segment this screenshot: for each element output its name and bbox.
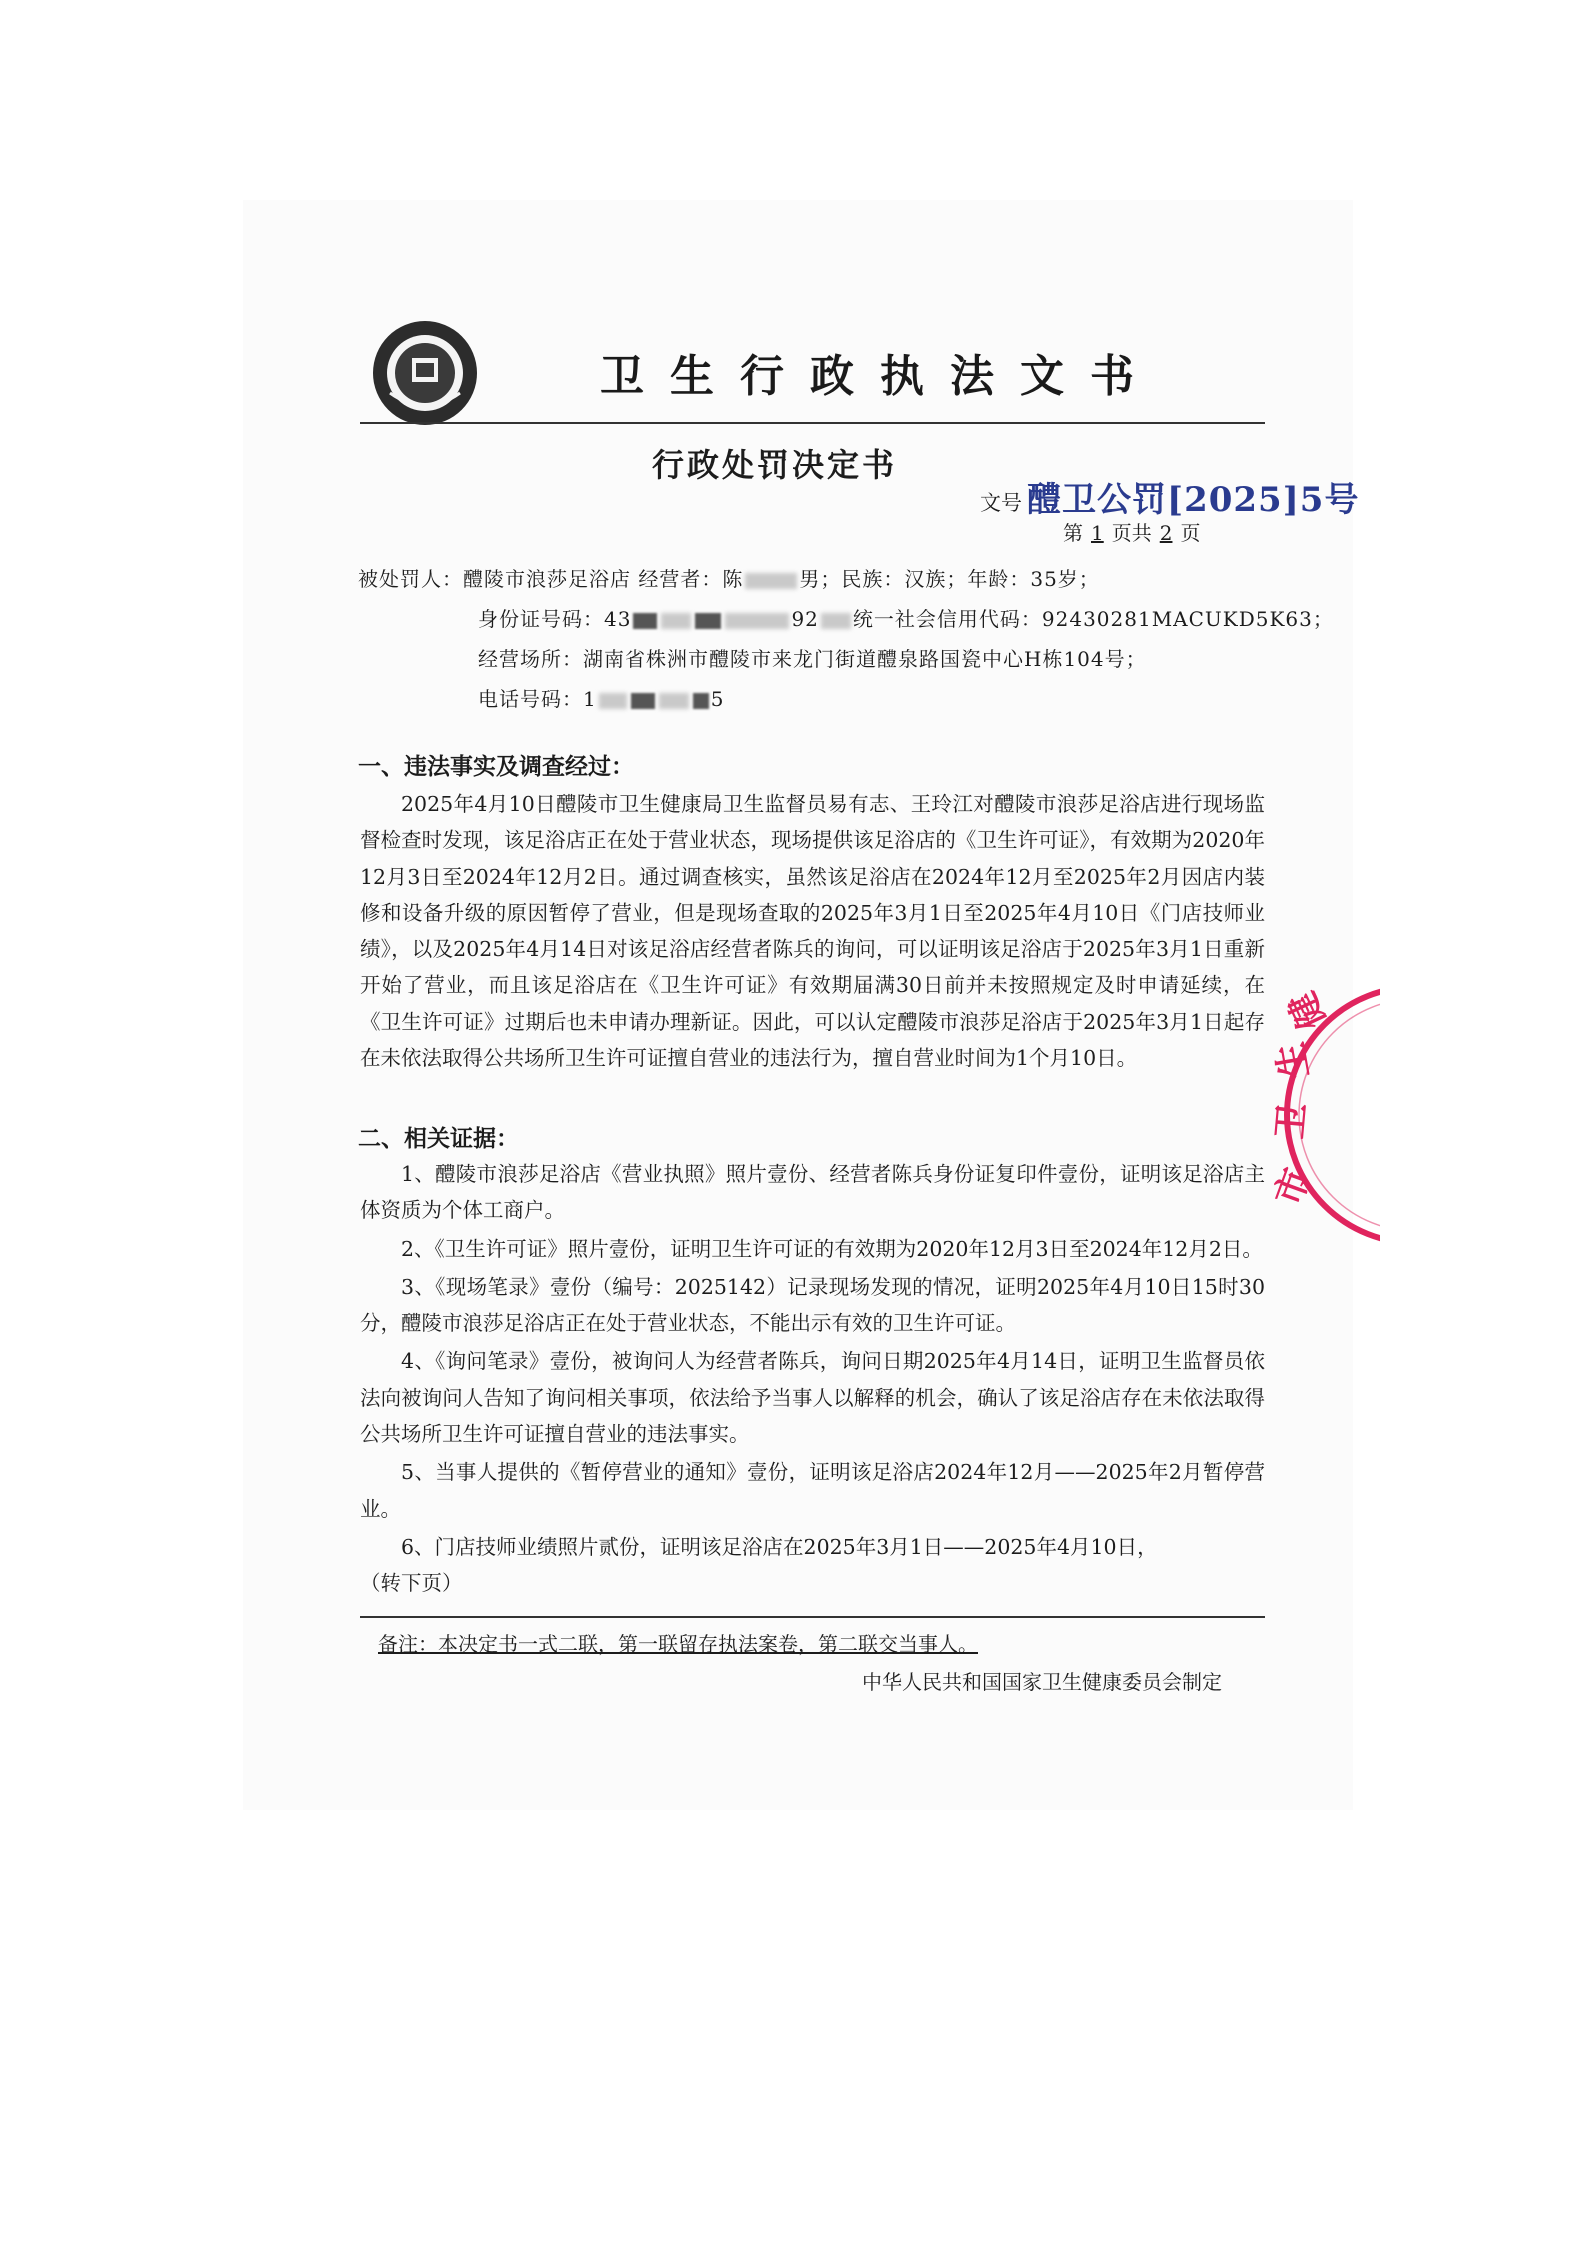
evidence-item-5: 5、当事人提供的《暂停营业的通知》壹份，证明该足浴店2024年12月——2025年2月暂停营业。 [360, 1460, 1265, 1521]
page-indicator: 第 1 页共 2 页 [1063, 521, 1201, 545]
evidence-item-4: 4、《询问笔录》壹份，被询问人为经营者陈兵，询问日期2025年4月14日，证明卫生监督员依法向被询问人告知了询问相关事项，依法给予当事人以解释的机会，确认了该足浴店存在未依法取得公共场所卫生许可证擅自营业的违法事实。 [360, 1349, 1265, 1447]
evidence-item-1: 1、醴陵市浪莎足浴店《营业执照》照片壹份、经营者陈兵身份证复印件壹份，证明该足浴店主体资质为个体工商户。 [360, 1162, 1265, 1223]
header-rule [360, 422, 1265, 424]
party-line-2: 身份证号码：43 92 统一社会信用代码：92430281MACUKD5K63； [478, 607, 1334, 631]
continued-marker: （转下页） [360, 1571, 463, 1596]
section-1-heading: 一、违法事实及调查经过： [358, 753, 634, 780]
svg-text:市: 市 [1266, 1162, 1319, 1212]
section-2-heading: 二、相关证据： [358, 1125, 519, 1152]
svg-text:生: 生 [1269, 1038, 1317, 1082]
evidence-list [360, 1156, 1265, 1602]
party-line-3: 经营场所：湖南省株洲市醴陵市来龙门街道醴泉路国瓷中心H栋104号； [478, 647, 1147, 671]
page-total: 2 [1159, 521, 1173, 545]
footer-rule [360, 1616, 1265, 1618]
party-line-1: 被处罚人：醴陵市浪莎足浴店 经营者：陈 男；民族：汉族；年龄：35岁； [358, 567, 1100, 591]
footer-note: 备注：本决定书一式二联，第一联留存执法案卷，第二联交当事人。 [378, 1632, 978, 1656]
evidence-item-2: 2、《卫生许可证》照片壹份，证明卫生许可证的有效期为2020年12月3日至2024年12月2日。 [401, 1236, 1263, 1261]
svg-text:卫: 卫 [1269, 1101, 1315, 1141]
page-current: 1 [1091, 521, 1104, 545]
document-title: 行政处罚决定书 [652, 446, 898, 484]
redacted-phone [659, 693, 689, 709]
redacted-id [725, 613, 789, 629]
evidence-item-6: 6、门店技师业绩照片贰份，证明该足浴店在2025年3月1日——2025年4月10日， [401, 1534, 1158, 1559]
header-title: 卫生行政执法文书 [600, 351, 1160, 402]
svg-text:健: 健 [1280, 985, 1335, 1036]
doc-number-value: 醴卫公罚[2025]5号 [1027, 480, 1360, 520]
health-emblem-icon [370, 318, 480, 428]
section-1-body [360, 786, 1265, 1076]
evidence-item-3: 3、《现场笔录》壹份（编号：2025142）记录现场发现的情况，证明2025年4月10日15时30分，醴陵市浪莎足浴店正在处于营业状态，不能出示有效的卫生许可证。 [360, 1274, 1265, 1336]
section-1-paragraph: 2025年4月10日醴陵市卫生健康局卫生监督员易有志、王玲江对醴陵市浪莎足浴店进行现场监督检查时发现，该足浴店正在处于营业状态，现场提供该足浴店的《卫生许可证》，有效期为2020年12月3日至2024年12月2日。通过调查核实，虽然该足浴店在2024年12月至2025年2月因店内装修和设备升级的原因暂停了营业，但是现场查取的2025年3月1日至2025年4月10日《门店技师业绩》，以及2025年4月14日对该足浴店经营者陈兵的询问，可以证明该足浴店于2025年3月1日重新开始了营业，而且该足浴店在《卫生许可证》有效期届满30日前并未按照规定及时申请延续，在《卫生许可证》过期后也未申请办理新证。因此，可以认定醴陵市浪莎足浴店于2025年3月1日起存在未依法取得公共场所卫生许可证擅自营业的违法行为，擅自营业时间为1个月10日。 [360, 792, 1265, 1071]
official-seal [1250, 980, 1380, 1250]
doc-number-label: 文号 [980, 491, 1022, 515]
redacted-name [745, 573, 797, 589]
party-line-4: 电话号码：1 5 [478, 687, 725, 711]
issuer-line: 中华人民共和国国家卫生健康委员会制定 [862, 1670, 1222, 1694]
